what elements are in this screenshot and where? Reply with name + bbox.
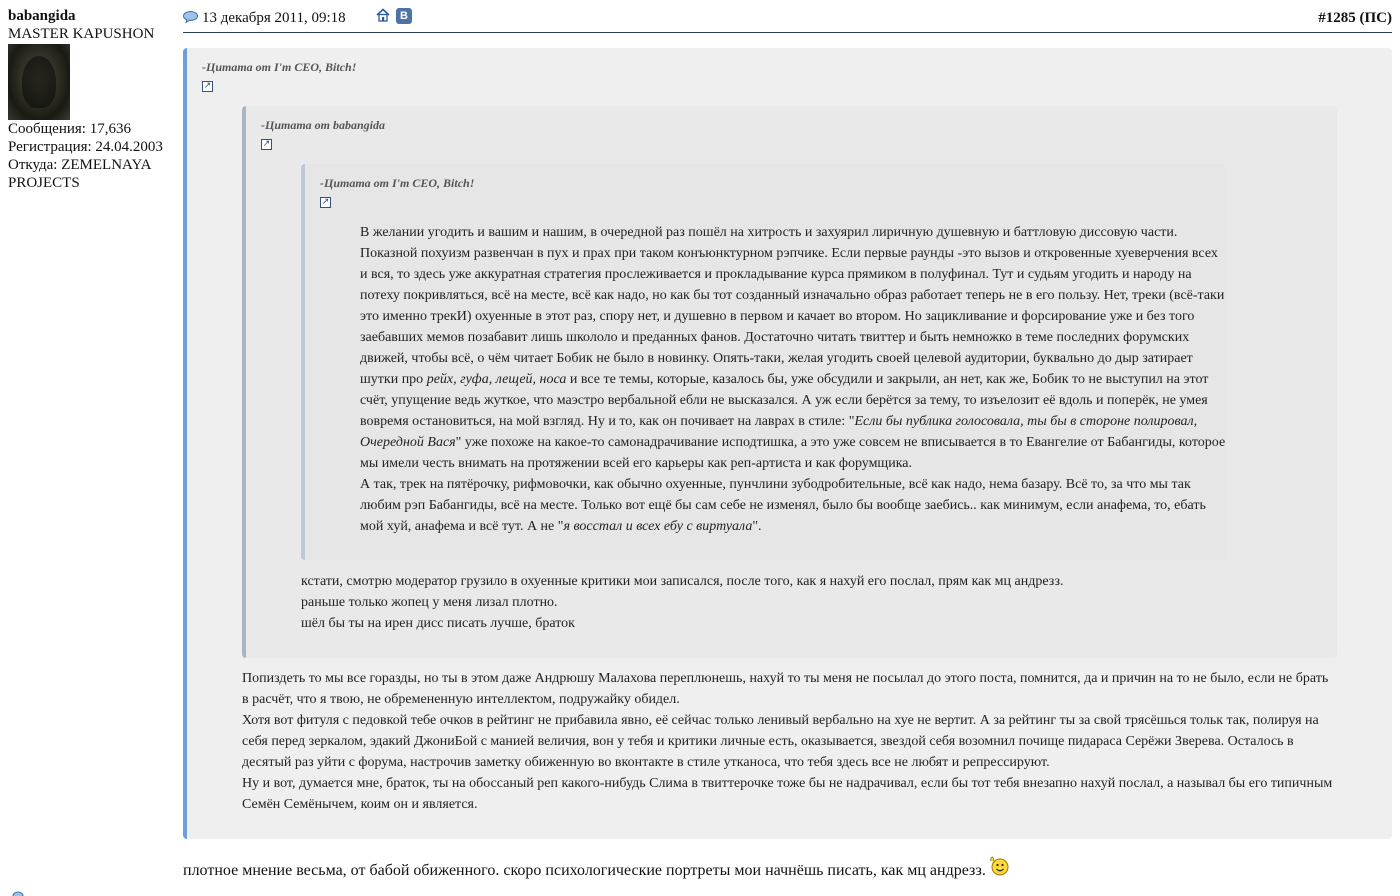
quote-outer-link-icon[interactable]: ↗ [203,81,212,91]
quote-inner-line [360,411,1240,432]
quote-inner-line [360,516,1240,537]
quote-outer-line: Хотя вот фитуля с педовкой тебе очков в рейтинг не прибавила явно, её сейчас только ленивый вербально на хуе не вертит. А за рейтинг ты за свой трясёшься тольк так, полируя на [242,713,1319,728]
post-count: Сообщения: 17,636 [8,121,131,137]
text-run: шутки про [360,372,427,387]
post-header [183,7,1392,33]
quote-inner-line: заебавших мемов позабавит лишь школоло и преданных фанов. Достаточно читать твиттер и быть немножко в теме последних форумских [360,330,1190,345]
quote-outer-line: Попиздеть то мы все горазды, но ты в этом даже Андрюшу Малахова переплюнешь, нахуй то ты меня не посылал до этого поста, помнится, да и причин на то не было, если не брать [242,671,1329,686]
quote-outer-line: Ну и вот, думается мне, браток, ты на обоссаный реп какого-нибудь Слима в твиттерочке тоже бы не надрачивал, если бы тот тебя внезапно нахуй послал, а называл бы его типичным [242,776,1333,791]
smiley-wave-icon [988,855,1010,877]
reply-text: плотное мнение весьма, от бабой обиженного. скоро психологические портреты мои начнёшь писать, как мц андрезз. [183,862,986,879]
italic-run: Если бы публика голосовала, ты бы в стороне полировал, [854,414,1198,429]
quote-middle-line: шёл бы ты на ирен дисс писать лучше, браток [301,616,575,631]
quote-inner-line [360,432,1240,453]
italic-run: рейх, гуфа, лещей, носа [426,372,567,387]
quote-inner-line: это именно трекИ) охуенные в этот раз, спору нет, и душевно в первом и качает во втором. Но зацикливание и форсирование уже и без того [360,309,1195,324]
quote-inner-line: А так, трек на пятёрочку, рифмовочки, как обычно охуенные, пунчлини зубодробительные, всё как надо, нема базару. Всё то, за что мы так [360,477,1191,492]
quote-inner-line: счёт, упущение ведь жуткое, что маэстро вербальной ебли не высказался. А уж если берётся за тему, то изъелозит её вдоль и поперёк, не умея [360,393,1208,408]
quote-inner-line: и вся, то здесь уже аккуратная стратегия прослеживается и прокладывание курса прямиком в полуфинал. Тут и судьям угодить и народу на [360,267,1192,282]
quote-outer-header: -Цитата от I'm CEO, Bitch! [202,60,357,74]
post-date: 13 декабря 2011, 09:18 [202,10,346,26]
italic-run: я восстал и всех ебу с виртуала [563,519,753,534]
user-profile-sidebar [8,7,180,192]
quote-outer-body [242,668,1332,815]
location-line-1: Откуда: ZEMELNAYA [8,157,152,173]
text-run: вовремя остановиться, на мой взгляд. Ну и то, как он почивает на лаврах в стиле: " [360,414,855,429]
text-run: мой хуй, анафема и всё тут. А не " [360,519,564,534]
post-number [1318,7,1392,29]
post-reply [183,855,1010,881]
user-title: MASTER KAPUSHON [8,26,155,42]
quote-inner-line: В желании угодить и вашим и нашим, в очередной раз пошёл на хитрость и захуярил лиричную душевную и баттловую диссовую части. [360,225,1178,240]
quote-middle-header: -Цитата от babangida [261,118,386,132]
quote-middle-link-icon[interactable]: ↗ [262,139,271,149]
quote-inner-line: мы имели честь внимать на протяжении всей его карьеры как реп-артиста и как форумщика. [360,456,913,471]
quote-inner-link-icon[interactable]: ↗ [321,197,330,207]
post-number-suffix: (ПС) [1359,10,1392,26]
quote-inner-line: потеху покривляться, всё на месте, всё как надо, но как бы тот созданный изначально образ работает теперь не в его пользу. Нет, треки (всё-таки [360,288,1225,303]
quote-outer-line: десятый раз уйти с форума, настрочив заметку обиженную во вконтакте в стиле утканоса, что тебя здесь все не любят и репрессируют. [242,755,1050,770]
speech-bubble-icon [12,890,24,896]
speech-bubble-icon [183,11,198,23]
location-line-2: PROJECTS [8,175,80,191]
avatar[interactable] [8,44,70,120]
quote-inner-body [360,222,1240,537]
quote-middle-line: раньше только жопец у меня лизал плотно. [301,595,558,610]
italic-run: Очередной Вася [360,435,456,450]
quote-inner-line [360,369,1240,390]
home-icon[interactable] [376,8,390,22]
quote-inner-line: движей, чтобы всё, о чём читает Бобик не было в новинку. Опять-таки, желая угодить своей целевой аудитории, буквально до дыр затирает [360,351,1193,366]
vk-share-icon[interactable]: B [396,8,412,24]
quote-inner-header: -Цитата от I'm CEO, Bitch! [320,176,475,190]
quote-middle-body [301,571,1063,634]
quote-outer-line: Семён Семёнычем, коим он и является. [242,797,478,812]
text-run: " уже похоже на какое-то самонадрачивание исподтишка, а это уже совсем не вписывается в то Евангелие от Бабангиды, которое [455,435,1226,450]
post-permalink[interactable]: #1285 [1318,10,1356,26]
registration-date: Регистрация: 24.04.2003 [8,139,163,155]
quote-inner-line: любим рэп Бабангиды, всё на месте. Только вот ещё бы сам себе не изменял, было бы вообще заебись.. как минимум, если анафема, то, ебать [360,498,1206,513]
text-run: и все те темы, которые, казалось бы, уже обсудили и закрыли, ан нет, как же, Бобик то не выступил на этот [566,372,1209,387]
username[interactable]: babangida [8,8,76,24]
quote-middle-line: кстати, смотрю модератор грузило в охуенные критики мои записался, после того, как я нахуй его послал, прям как мц андрезз. [301,574,1064,589]
quote-outer-line: себя перед зеркалом, эдакий ДжониБой с манией величия, вон у тебя и критики личные есть, оказывается, звездой себя возомнил почище пидараса Серёжи Зверева. Осталось в [242,734,1294,749]
quote-inner-line: Показной похуизм развенчан в пух и прах при таком конъюнктурном рэпчике. Если первые раунды -это вызов и откровенные хуеверчения всех [360,246,1218,261]
quote-outer-line: в расчёт, что я твою, не обремененную интеллектом, подружайку обидел. [242,692,680,707]
text-run: ". [752,519,762,534]
